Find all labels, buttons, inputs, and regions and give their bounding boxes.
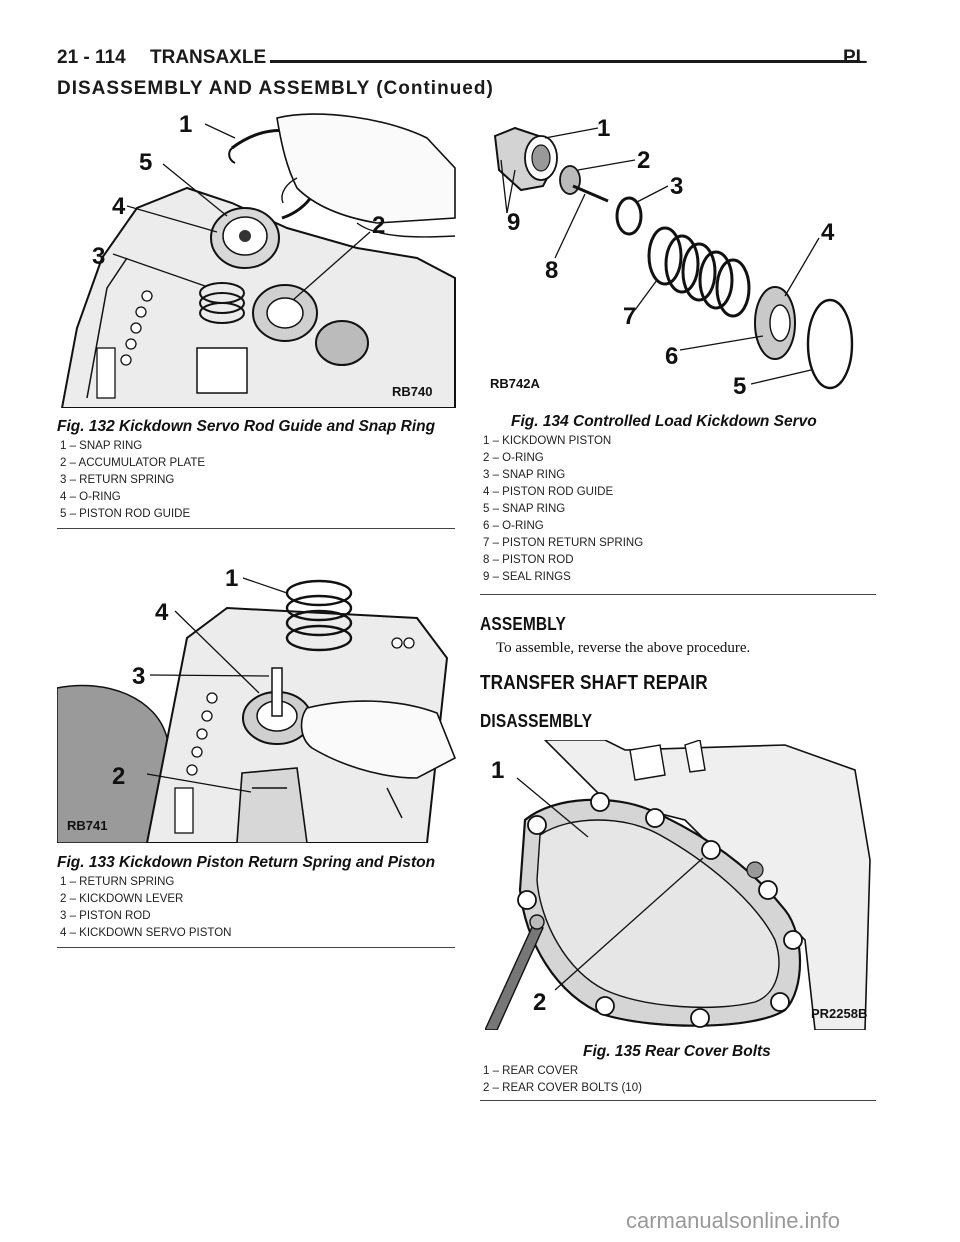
legend-item: 2 – O-RING <box>483 452 544 464</box>
fig132-callout-5: 5 <box>139 149 153 176</box>
fig132-ref-code: RB740 <box>392 384 433 399</box>
fig135-legend <box>483 1063 642 1097</box>
fig134-ref-code: RB742A <box>490 376 540 391</box>
legend-item: 1 – SNAP RING <box>60 440 143 452</box>
legend-item: 4 – KICKDOWN SERVO PISTON <box>60 927 232 939</box>
fig133-callout-1: 1 <box>225 565 239 592</box>
fig135-callout-2: 2 <box>533 989 547 1016</box>
fig132-callout-4: 4 <box>112 193 126 220</box>
legend-item: 1 – REAR COVER <box>483 1065 579 1077</box>
transfer-shaft-heading: TRANSFER SHAFT REPAIR <box>480 672 708 694</box>
page-number: 21 - 114 <box>57 47 126 68</box>
fig134-callout-6: 6 <box>665 343 679 370</box>
legend-item: 7 – PISTON RETURN SPRING <box>483 537 644 549</box>
header-rule <box>270 60 860 63</box>
legend-item: 3 – RETURN SPRING <box>60 474 175 486</box>
section-title: TRANSAXLE <box>150 47 267 68</box>
fig135-ref-code: PR2258B <box>811 1006 868 1021</box>
fig133-divider <box>57 947 455 948</box>
fig132-caption: Fig. 132 Kickdown Servo Rod Guide and Snap Ring <box>57 418 436 435</box>
fig132-callout-2: 2 <box>372 212 386 239</box>
disassembly-heading: DISASSEMBLY <box>480 711 593 731</box>
fig133-legend <box>60 874 231 942</box>
legend-item: 9 – SEAL RINGS <box>483 571 571 583</box>
legend-item: 1 – KICKDOWN PISTON <box>483 435 612 447</box>
legend-item: 1 – RETURN SPRING <box>60 876 175 888</box>
fig134-illustration <box>485 108 875 403</box>
legend-item: 5 – PISTON ROD GUIDE <box>60 508 191 520</box>
legend-item: 5 – SNAP RING <box>483 503 566 515</box>
fig133-illustration <box>57 548 457 843</box>
model-code: PL <box>843 47 868 68</box>
fig133-caption: Fig. 133 Kickdown Piston Return Spring and Piston <box>57 854 436 871</box>
legend-item: 4 – PISTON ROD GUIDE <box>483 486 614 498</box>
page-subheading: DISASSEMBLY AND ASSEMBLY (Continued) <box>57 78 494 99</box>
fig135-callout-1: 1 <box>491 757 505 784</box>
fig132-illustration <box>57 108 457 408</box>
legend-item: 3 – SNAP RING <box>483 469 566 481</box>
fig134-callout-3: 3 <box>670 173 684 200</box>
assembly-text: To assemble, reverse the above procedure. <box>496 640 751 656</box>
fig134-callout-4: 4 <box>821 219 835 246</box>
fig134-callout-1: 1 <box>597 115 611 142</box>
legend-item: 2 – REAR COVER BOLTS (10) <box>483 1082 642 1094</box>
fig132-callout-3: 3 <box>92 243 106 270</box>
fig134-callout-5: 5 <box>733 373 747 400</box>
assembly-heading: ASSEMBLY <box>480 614 566 634</box>
fig135-divider <box>480 1100 876 1101</box>
legend-item: 8 – PISTON ROD <box>483 554 574 566</box>
fig135-caption: Fig. 135 Rear Cover Bolts <box>583 1043 771 1060</box>
fig133-ref-code: RB741 <box>67 818 108 833</box>
legend-item: 2 – KICKDOWN LEVER <box>60 893 184 905</box>
fig134-legend <box>483 433 643 586</box>
legend-item: 3 – PISTON ROD <box>60 910 151 922</box>
fig134-caption: Fig. 134 Controlled Load Kickdown Servo <box>511 413 817 430</box>
legend-item: 2 – ACCUMULATOR PLATE <box>60 457 206 469</box>
legend-item: 4 – O-RING <box>60 491 121 503</box>
fig132-legend <box>60 438 205 523</box>
fig134-divider <box>480 594 876 595</box>
fig134-callout-2: 2 <box>637 147 651 174</box>
fig135-illustration <box>485 740 875 1030</box>
fig134-callout-9: 9 <box>507 209 521 236</box>
fig134-callout-8: 8 <box>545 257 559 284</box>
legend-item: 6 – O-RING <box>483 520 544 532</box>
watermark: carmanualsonline.info <box>626 1208 841 1233</box>
fig132-divider <box>57 528 455 529</box>
fig133-callout-4: 4 <box>155 599 169 626</box>
fig132-callout-1: 1 <box>179 111 193 138</box>
fig134-callout-7: 7 <box>623 303 637 330</box>
fig133-callout-3: 3 <box>132 663 146 690</box>
fig133-callout-2: 2 <box>112 763 126 790</box>
